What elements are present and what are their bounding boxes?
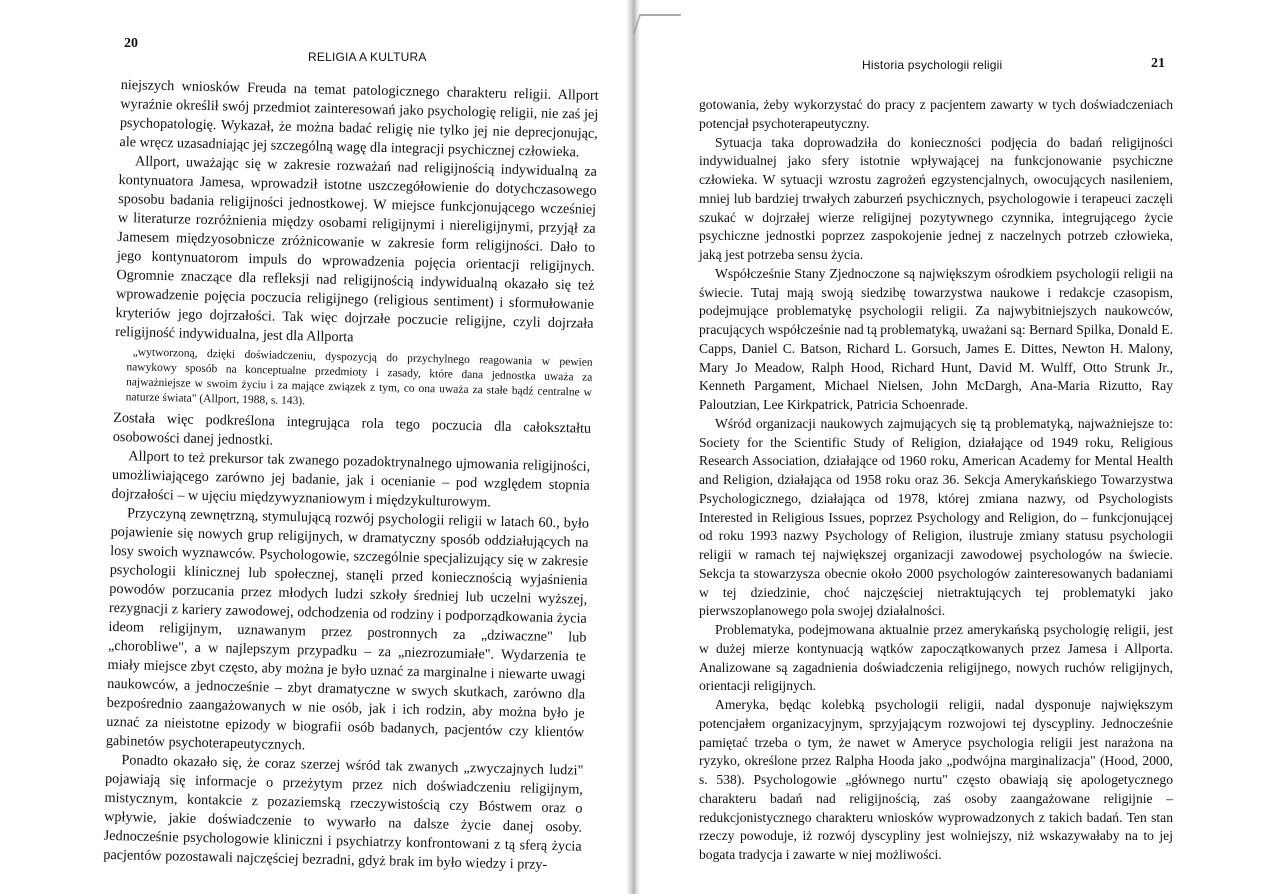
paragraph: Allport to też prekursor tak zwanego pozadoktrynalnego ujmowania religijności, umożliwiającego zarówno jej badanie, jak i ocenianie – pod względem stopnia dojrzałości – w ujęciu międzywyznaniowym i międzykulturowym.	[111, 448, 591, 511]
page-number: 20	[124, 36, 138, 51]
paragraph: Została więc podkreślona integrująca rola tego poczucia dla całokształtu osobowości danej jednostki.	[112, 409, 592, 449]
running-head: Historia psychologii religii	[862, 58, 1003, 72]
paragraph: Ameryka, będąc kolebką psychologii religii, nadal dysponuje największym potencjałem organizacyjnym, sprzyjającym rozwojowi tej dyscypliny. Jednocześnie pamiętać trzeba o tym, że nawet w Ameryce psychologia religii jest narażona na ryzyko, określone przez Ralpha Hooda jako „podwójna marginalizacja" (Hood, 2000, s. 538). Psychologowie „głównego nurtu" często obawiają się apologetycznego charakteru badań nad religijnością, zaś osoby zaangażowane religijnie – redukcjonistycznego charakteru wniosków wyprowadzonych z takich badań. Ten stan rzeczy powoduje, iż rozwój dyscypliny jest wolniejszy, niż wskazywałaby na to jej bogata tradycja i zawarte w niej możliwości.	[699, 697, 1173, 862]
right-page	[631, 0, 1262, 894]
paragraph: Allport, uważając się w zakresie rozważań nad religijnością indywidualną za kontynuatora Jamesa, wprowadził istotne uszczegółowienie do dotychczasowego sposobu badania religijności jednostkowej. W miejsce funkcjonującego wcześniej w literaturze rozróżnienia między osobami religijnymi i niereligijnymi, przyjął za Jamesem międzyosobnicze zróżnicowanie w zakresie form religijności. Dało to jego kontynuatorom impuls do wprowadzenia pojęcia orientacji religijnych. Ogromnie znaczące dla refleksji nad religijnością indywidualną okazało się też wprowadzenie pojęcia poczucia religijnego (religious sentiment) i sformułowanie kryteriów jego dojrzałości. Tak więc dojrzałe poczucie religijne, czyli dojrzała religijność indywidualna, jest dla Allporta	[115, 153, 598, 346]
paragraph: Problematyka, podejmowana aktualnie przez amerykańską psychologię religii, jest w dużej mierze kontynuacją wątków zapoczątkowanych przez Jamesa i Allporta. Analizowane są zagadnienia doświadczenia religijnego, nowych ruchów religijnych, orientacji religijnych.	[699, 622, 1173, 694]
page-body	[699, 96, 1173, 865]
paragraph: Współcześnie Stany Zjednoczone są największym ośrodkiem psychologii religii na świecie. Tutaj mają swoją siedzibę towarzystwa naukowe i redakcje czasopism, podejmujące problematykę psychologii religii. Za najwybitniejszych naukowców, pracujących współcześnie nad tą problematyką, uważani są: Bernard Spilka, Donald E. Capps, Daniel C. Batson, Richard L. Gorsuch, James E. Dittes, Newton H. Malony, Mary Jo Meadow, Ralph Hood, Richard Hunt, David M. Wulff, Otto Strunk Jr., Kenneth Pargament, Michael Nielsen, John McDargh, Ana-Maria Rizutto, Ray Paloutzian, Lee Kirkpatrick, Patricia Schoenrade.	[699, 265, 1173, 412]
block-quote: „wytworzoną, dzięki doświadczeniu, dyspozycją do przychylnego reagowania w pewien nawykowy sposób na konceptualne przedmioty i zasady, które dana jednostka uważa za najważniejsze w swoim życiu i za mające związek z tym, co ona uważa za stałe bądź centralne w naturze świata" (Allport, 1988, s. 143).	[125, 346, 593, 408]
paragraph: gotowania, żeby wykorzystać do pracy z pacjentem zawarty w tych doświadczeniach potencjał psychoterapeutyczny.	[699, 97, 1173, 131]
paragraph: Sytuacja taka doprowadziła do konieczności podjęcia do badań religijności indywidualnej jako sfery istotnie wpływającej na funkcjonowanie psychiczne człowieka. W sytuacji wzrostu zagrożeń egzystencjalnych, owocujących nasileniem, mniej lub bardziej trwałych zaburzeń psychicznych, psychologowie i terapeuci zaczęli szukać w dojrzałej wierze religijnej pozytywnego czynnika, integrującego życie psychiczne jednostki poprzez zaspokojenie jednej z naczelnych potrzeb człowieka, jaką jest potrzeba sensu życia.	[699, 134, 1173, 262]
running-head: RELIGIA A KULTURA	[308, 50, 427, 64]
paragraph: Przyczyną zewnętrzną, stymulującą rozwój psychologii religii w latach 60., było pojawienie się nowych grup religijnych, w dramatyczny sposób oddziałujących na losy swoich wyznawców. Psychologowie, szczególnie specjalizujący się w zakresie psychologii klinicznej lub społecznej, stanęli przed koniecznością wyjaśnienia powodów porzucania przez młodych ludzi szkoły średniej lub uczelni wyższej, rezygnacji z kariery zawodowej, odchodzenia od rodziny i podporządkowania życia ideom religijnym, uznawanym przez postronnych za „dziwaczne" lub „chorobliwe", a w najlepszym przypadku – za „niezrozumiałe". Wydarzenia te miały miejsce zbyt często, aby można je było uznać za marginalne i niewarte uwagi naukowców, a jednocześnie – zbyt dramatyczne w swych skutkach, zarówno dla bezpośrednio zaangażowanych w nie osób, jak i ich rodzin, aby można było je uznać za nieistotne epizody w biografii osób badanych, pacjentów czy klientów gabinetów psychoterapeutycznych.	[105, 505, 590, 754]
paragraph: Ponadto okazało się, że coraz szerzej wśród tak zwanych „zwyczajnych ludzi" pojawiają się informacje o przeżytym przez nich doświadczeniu religijnym, mistycznym, kontakcie z pozaziemską rzeczywistością czy Bóstwem oraz o wpływie, jakie doświadczenie to wywarło na dalsze życie danej osoby. Jednocześnie psychologowie kliniczni i psychiatrzy konfrontowani z tą sferą życia pacjentów pozostawali najczęściej bezradni, gdyż brak im było wiedzy i przy-	[103, 752, 584, 873]
page-body	[103, 76, 599, 876]
paragraph: niejszych wniosków Freuda na temat patologicznego charakteru religii. Allport wyraźnie określił swój przedmiot zainteresowań jako psychologię religii, nie zaś jej psychopatologię. Wykazał, że można badać religię nie tylko jej nie deprecjonując, ale wręcz uzasadniając jej szczególną wagę dla integracji psychicznej człowieka.	[119, 76, 599, 161]
page-number: 21	[1151, 56, 1165, 71]
paragraph: Wśród organizacji naukowych zajmujących się tą problematyką, najważniejsze to: Society for the Scientific Study of Religion, działające od 1949 roku, Religious Research Association, działające od 1960 roku, American Academy for Mental Health and Religion, działająca od 1958 roku oraz 36. Sekcja Amerykańskiego Towarzystwa Psychologicznego, działająca od 1978, której zmiana nazwy, od Psychologists Interested in Religious Issues, poprzez Psychology and Religion, do – funkcjonującej od roku 1993 nazwy Psychology of Religion, ilustruje zmiany statusu psychologii religii w ramach tej największej organizacji zawodowej psychologów na świecie. Sekcja ta stowarzysza obecnie około 2000 psychologów zainteresowanych badaniami w tej dziedzinie, choć najczęściej nietraktujących tej problematyki jako pierwszoplanowego pola swojej działalności.	[699, 415, 1173, 619]
